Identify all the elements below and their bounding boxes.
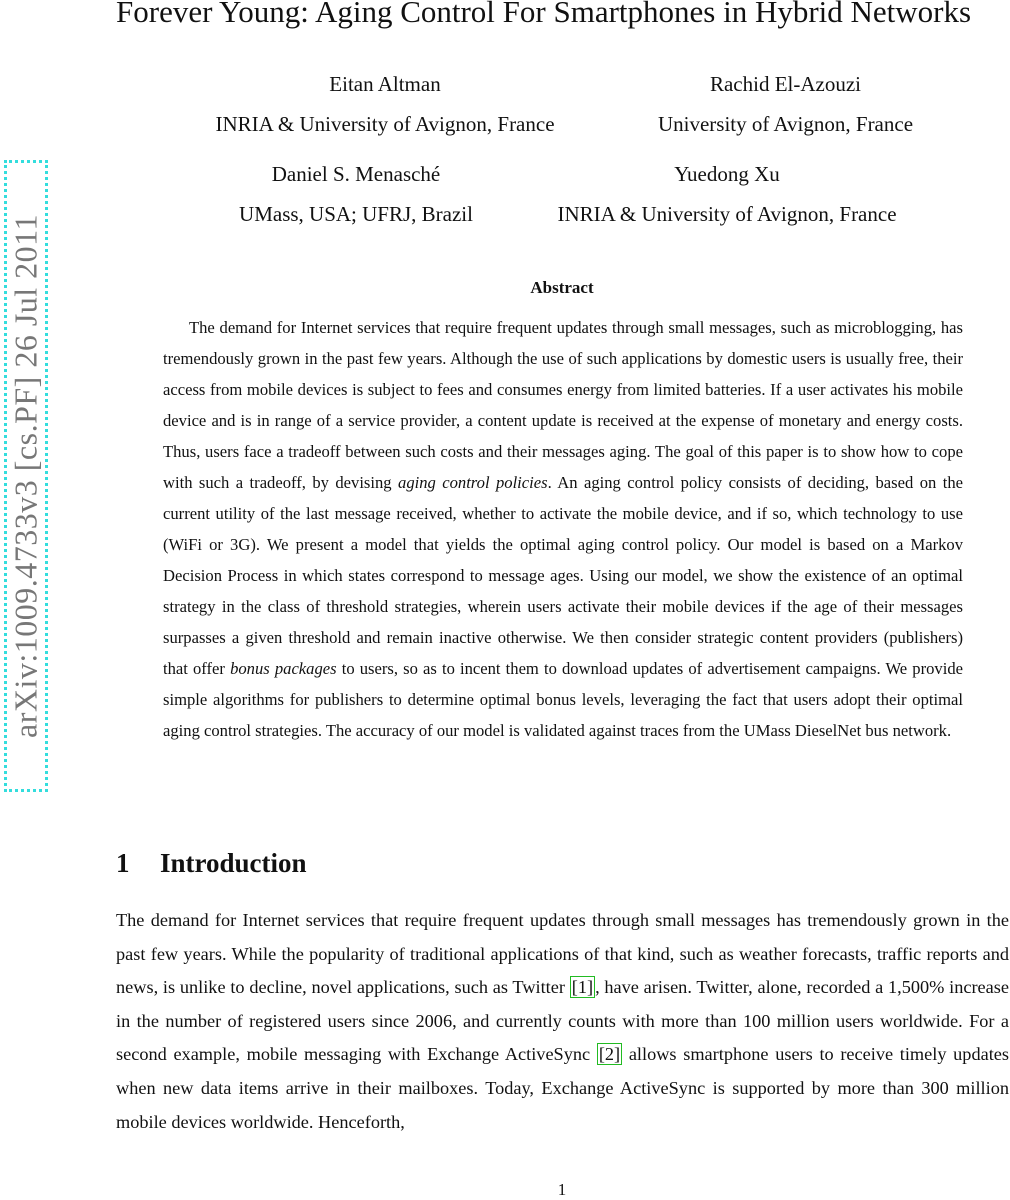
page-number: 1	[557, 1180, 567, 1199]
abstract-text	[163, 312, 963, 746]
intro-text-part: allows smartphone users to receive timely updates when new data items arrive in their mailboxes. Today, Exchange ActiveSync is supported by more than 300 million mobile devices worldwide. Henceforth,	[116, 1044, 1010, 1132]
intro-text-part: , have arisen. Twitter, alone, recorded a 1,500% increase in the number of registered users since 2006, and currently counts with more than 100 million users worldwide. For a second example, mobile messaging with Exchange ActiveSync	[116, 977, 1009, 1065]
abstract-emphasis: aging control policies	[398, 473, 548, 492]
author-block	[618, 72, 953, 137]
author-block	[186, 162, 526, 227]
author-block	[190, 72, 580, 137]
abstract-text-part: . An aging control policy consists of deciding, based on the current utility of the last message received, whether to activate the mobile device, and if so, which technology to use (WiFi or 3G). We present a model that yields the optimal aging control policy. Our model is based on a Markov Decision Process in which states correspond to message ages. Using our model, we show the existence of an optimal strategy in the class of threshold strategies, wherein users activate their mobile devices if the age of their messages surpasses a given threshold and remain inactive otherwise. We then consider strategic content providers (publishers) that offer	[163, 473, 963, 678]
author-affiliation: INRIA & University of Avignon, France	[215, 112, 555, 136]
author-name: Daniel S. Menasché	[271, 162, 441, 186]
introduction-text	[116, 904, 1009, 1139]
citation-link[interactable]: [2]	[598, 1044, 621, 1065]
author-name: Eitan Altman	[329, 72, 441, 96]
abstract-heading: Abstract	[530, 278, 594, 297]
abstract-text-part: The demand for Internet services that require frequent updates through small messages, such as microblogging, has tremendously grown in the past few years. Although the use of such applications by domestic users is usually free, their access from mobile devices is subject to fees and consumes energy from limited batteries. If a user activates his mobile device and is in range of a service provider, a content update is received at the expense of monetary and energy costs. Thus, users face a tradeoff between such costs and their messages aging. The goal of this paper is to show how to cope with such a tradeoff, by devising	[163, 318, 963, 492]
citation-link[interactable]: [1]	[571, 977, 594, 998]
intro-text-part: The demand for Internet services that require frequent updates through small messages has tremendously grown in the past few years. While the popularity of traditional applications of that kind, such as weather forecasts, traffic reports and news, is unlike to decline, novel applications, such as Twitter	[116, 910, 1009, 998]
arxiv-stamp-text: arXiv:1009.4733v3 [cs.PF] 26 Jul 2011	[7, 214, 44, 738]
abstract-text-part: to users, so as to incent them to download updates of advertisement campaigns. We provide simple algorithms for publishers to determine optimal bonus levels, leveraging the fact that users adopt their optimal aging control strategies. The accuracy of our model is validated against traces from the UMass DieselNet bus network.	[163, 659, 963, 740]
author-name: Yuedong Xu	[674, 162, 780, 186]
paper-title: Forever Young: Aging Control For Smartphones in Hybrid Networks	[116, 0, 972, 29]
author-affiliation: University of Avignon, France	[657, 112, 914, 136]
section-heading	[116, 848, 307, 879]
author-affiliation: UMass, USA; UFRJ, Brazil	[239, 202, 473, 226]
arxiv-stamp	[4, 160, 48, 792]
author-block	[522, 162, 932, 227]
author-affiliation: INRIA & University of Avignon, France	[557, 202, 897, 226]
abstract-emphasis: bonus packages	[230, 659, 337, 678]
section-title: Introduction	[160, 848, 307, 878]
author-name: Rachid El-Azouzi	[709, 72, 862, 96]
section-number: 1	[116, 848, 130, 878]
